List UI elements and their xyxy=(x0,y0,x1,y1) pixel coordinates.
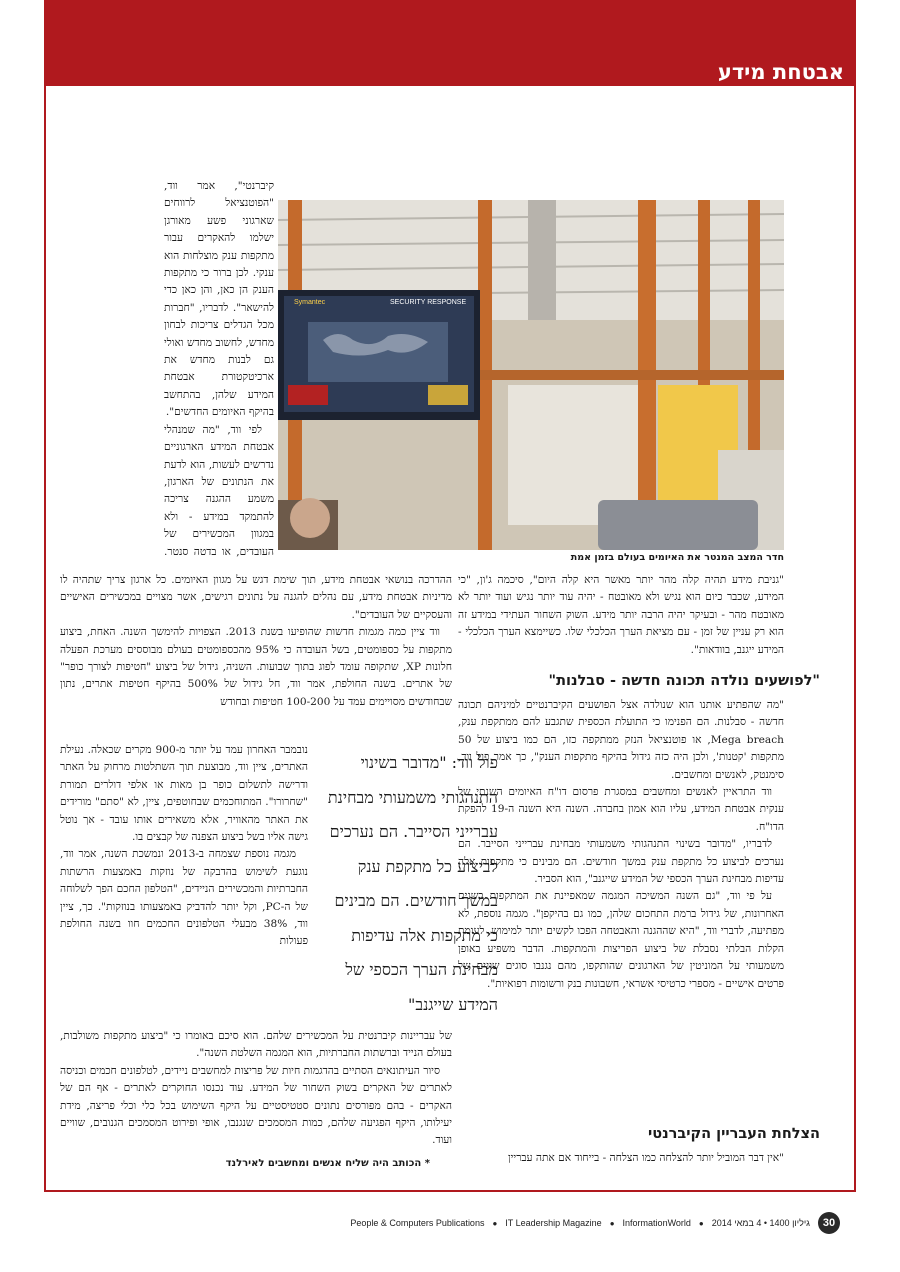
photo-caption: חדר המצב המנטר את האיומים בעולם בזמן אמת xyxy=(570,552,784,563)
footer-site: InformationWorld xyxy=(622,1218,691,1228)
column-top-right xyxy=(164,178,274,558)
paragraph: מגמה נוספת שצמחה ב-2013 ונמשכת השנה, אמר ווד, נוגעת לשימוש בהדבקה של נוזקות באמצעות הרשתות החברתיות והמכשירים הניידים, "הטלפון החכם הפך לשלוחה של ה-PC, וקל יותר להדביק באמצעותו בנוזקות". כך, ציין ווד, 38% מבעלי הטלפונים החכמים חוו בשנה החולפת פעולות xyxy=(60,848,308,948)
paragraph: לדבריו, "מדובר בשינוי התנהגותי משמעותי מבחינת עברייני הסייבר. הם נערכים לביצוע כל מתקפת ענק במשך חודשים. הם מבינים כי מתקפות אלה עדיפות מבחינת הערך הכספי של המידע שייגנב", הוא הסביר. xyxy=(458,838,784,886)
paragraph: "אין דבר המוביל יותר להצלחה כמו הצלחה - בייחוד אם אתה עבריין xyxy=(507,1152,784,1164)
footer-separator: ● xyxy=(492,1218,498,1228)
paragraph: "מה שהפתיע אותנו הוא שנולדה אצל הפושעים הקיברנטיים למיניהם תכונה חדשה - סבלנות. הם הפנימו כי התועלת הכספית שתגבע להם ממתקפת ענק, Mega breach, או פוטנציאל הנזק ממתקפה כזו, הם כמו ביצוע של 50 מתקפות 'קטנות', ולכן היה כזה גידול בהיקף מתקפות הענק", כך אמר פול ווד, סימנטק, לאנשים ומחשבים. xyxy=(458,699,784,781)
footer-separator: ● xyxy=(698,1218,704,1228)
paragraph: לפי ווד, "מה שמנהלי אבטחת המידע הארגוניים נדרשים לעשות, הוא לדעת את הנתונים של הארגון, משמע ההגנה צריכה להתמקד במידע - ולא במגוון המכשירים של העובדים, או בדטה סנטר. xyxy=(164,423,274,558)
paragraph: "גניבת מידע תהיה קלה מהר יותר מאשר היא קלה היום", סיכמה ג'ון, "כי המידע, שכבר כיום הוא נגיש ולא מאובטח - יהיה עוד יותר נגיש ועוד יותר לא מאובטח מהר - ובעיקר יהיה הרבה יותר מידע. השוק השחור העתידי במידע זה הוא רק עניין של זמן - עם מציאת הערך הכלכלי שלו. כשיימצא הערך הכלכלי - המידע ייגנב, בוודאות". xyxy=(458,574,784,656)
section-title: אבטחת מידע xyxy=(717,60,844,84)
tv-title-label: SECURITY RESPONSE xyxy=(390,299,467,306)
paragraph: סיור העיתונאים הסתיים בהדגמות חיות של פריצות למחשבים ניידים, לטלפונים חכמים וכניסה לאתרים של האקרים בשוק השחור של המידע. עוד נכנסו החוקרים לאתרים - אף הם של האקרים - בהם מפורסים נתונים סטטיסטיים על היקף השימוש בכל כלי וכלי פריצה, מידת יעילותו, היקף הפגיעה שלהם, כמות המסמכים שנגנבו, אופי ופירוט המסמכים הגנובים, שוויים ועוד. xyxy=(60,1064,452,1147)
paragraph: ווד ציין כמה מגמות חדשות שהופיעו בשנת 2013. הצפויות להימשך השנה. האחת, ביצוע מתקפות על כספומטים, בשל העובדה כי 95% מהכספומטים בעולם מבוססים מערכת הפעלה חלונות XP, שתקופה עומד לפוג בתוך שבועות. השניה, גידול של ביצוע "חטיפות לצורך כופר" של אתרים. בשנה החולפת, אמר ווד, חל גידול של 500% בהיקף חטיפות אתרים, נתון שבחודשים מסויימים עמד על 100-200 חטיפות ובחודש xyxy=(60,626,452,708)
header-bar xyxy=(44,0,856,86)
paragraph: על פי ווד, "גם השנה המשיכה המגמה שמאפיינת את המתקפות בשנים האחרונות, של גידול ברמת התחכום שלהן, כמו גם בהיקפן". מגמה נוספת, לא מפתיעה, לדברי ווד, "היא שההגנה והאבטחה הפכו לקשים יותר למימוש, לעומת הקלות הבלתי נסבלת של ביצוע הפריצות והמתקפות. הדבר משפיע באופן משמעותי על המוניטין של הארגונים שהותקפו, מהם נגנבו סוגים שונים של פרטים אישיים - מספרי כרטיסי אשראי, חשבונות בנק ורשומות רפואיות". xyxy=(458,890,784,990)
column-bottom-left xyxy=(60,1028,452,1154)
paragraph: ווד התראיין לאנשים ומחשבים במסגרת פרסום דו"ח האיומים השנתי של ענקית אבטחת המידע, עליו הוא אמון בחברה. השנה היא השנה ה-19 להפקת הדו"ח. xyxy=(458,786,784,833)
author-note: * הכותב היה שליח אנשים ומחשבים לאירלנד xyxy=(225,1158,430,1169)
footer-issue: גיליון 1400 • 4 במאי 2014 xyxy=(711,1218,810,1228)
footer-publisher: People & Computers Publications xyxy=(350,1218,485,1228)
paragraph: ההדרכה בנושאי אבטחת מידע, תוך שימת דגש על מגוון האיומים. כל ארגון צריך שתהיה לו מדיניות אבטחת מידע, עם נהלים להגנה על נתונים רגישים, אשר מצויים במכשירים האישיים והעסקיים של העובדים". xyxy=(60,574,452,621)
column-lower-left xyxy=(60,742,308,1024)
footer-magazine: IT Leadership Magazine xyxy=(505,1218,602,1228)
column-mid-left xyxy=(60,572,452,740)
column-bottom-right-end xyxy=(458,1150,784,1170)
subhead-cyber-criminal-success: הצלחת העבריין הקיברנטי xyxy=(647,1126,820,1142)
paragraph: קיברנטי", אמר ווד, "הפוטנציאל לרווחים שארגוני פשע מאורגן ישלמו להאקרים עבור מתקפות ענק מוצלחות הוא ענקי. לכן ברור כי מתקפות הענק הן כאן, והן כאן כדי להישאר". לדבריו, "חברות מכל הגדלים צריכות לבחון מחדש, לחשוב מחדש ואולי גם לבנות מחדש את ארכיטקטורת אבטחת המידע שלהן, בהתחשב בהיקף האיומים החדשים". xyxy=(164,180,274,419)
paragraph: של עבריינות קיברנטית על המכשירים שלהם. הוא סיכם באומרו כי "ביצוע מתקפות משולבות, בעולם הנייד וברשתות החברתיות, הוא המגמה השלטת השנה". xyxy=(60,1030,452,1060)
column-bottom-right xyxy=(458,697,784,1122)
photo-illustration xyxy=(278,200,784,550)
footer-separator: ● xyxy=(609,1218,615,1228)
page-footer xyxy=(340,1212,840,1234)
column-mid-right xyxy=(458,572,784,672)
paragraph: נובמבר האחרון עמד על יותר מ-900 מקרים שכאלה. נעילת האתרים, ציין ווד, מבוצעת תוך השתלטות מרחוק על האתר ודרישה לתשלום כופר בן מאות או אלפי דולרים תמורת "שחרורו". המתוחכמים שבחוטפים, ציין, לא "סתם" מורידים את האתר מהאוויר, אלא משאירים אותו עובד - אך נוטל גישה אליו בשל ביצוע הצפנה של קבצים בו. xyxy=(60,744,308,844)
pull-quote: פול ווד: "מדובר בשינוי התנהגותי משמעותי מבחינת עברייני הסייבר. הם נערכים לביצוע כל מתקפת ענק במשך חודשים. הם מבינים כי מתקפות אלה עדיפות מבחינת הערך הכספי של המידע שייגנב" xyxy=(327,753,498,1014)
page-number: 30 xyxy=(818,1212,840,1234)
photo-situation-room xyxy=(278,200,784,550)
subhead-patience: "לפושעים נולדה תכונה חדשה - סבלנות" xyxy=(548,673,820,689)
tv-brand-label: Symantec xyxy=(294,299,326,306)
